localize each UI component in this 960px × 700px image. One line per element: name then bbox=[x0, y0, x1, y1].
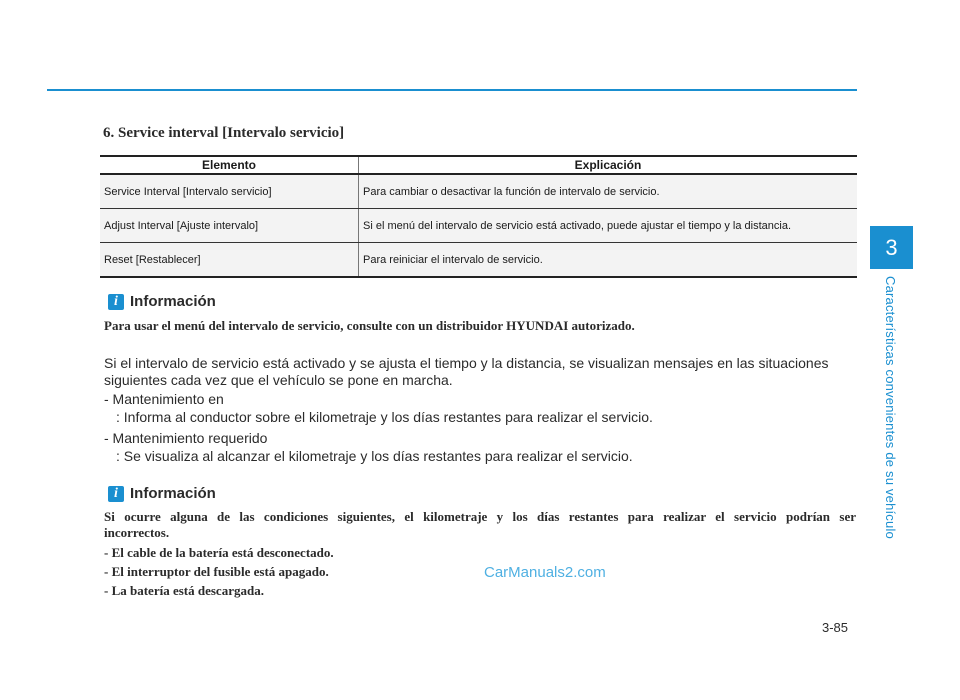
list-item-mantenimiento-requerido: - Mantenimiento requerido bbox=[104, 430, 268, 446]
table-cell-explicacion: Para reiniciar el intervalo de servicio. bbox=[359, 243, 858, 278]
info-note-2-line2: incorrectos. bbox=[104, 525, 170, 540]
table-cell-elemento: Service Interval [Intervalo servicio] bbox=[100, 174, 359, 209]
watermark-link[interactable]: CarManuals2.com bbox=[484, 564, 606, 581]
chapter-side-label bbox=[880, 276, 902, 576]
body-paragraph-line2: siguientes cada vez que el vehículo se pone en marcha. bbox=[104, 372, 453, 388]
table-cell-elemento: Adjust Interval [Ajuste intervalo] bbox=[100, 209, 359, 243]
top-rule bbox=[47, 89, 857, 91]
chapter-tab: 3 bbox=[870, 226, 913, 269]
info-heading-2 bbox=[108, 485, 216, 502]
info-note-1: Para usar el menú del intervalo de servicio, consulte con un distribuidor HYUNDAI autorizado. bbox=[104, 318, 635, 333]
info-title: Información bbox=[130, 485, 216, 502]
table-row bbox=[100, 243, 857, 278]
table-cell-elemento: Reset [Restablecer] bbox=[100, 243, 359, 278]
page-number: 3-85 bbox=[822, 620, 849, 635]
list-item-description: : Informa al conductor sobre el kilometraje y los días restantes para realizar el servicio. bbox=[116, 409, 653, 425]
column-header-elemento: Elemento bbox=[100, 156, 359, 174]
service-interval-table bbox=[100, 155, 857, 278]
info-icon: i bbox=[108, 294, 124, 310]
list-item-description: : Se visualiza al alcanzar el kilometraje y los días restantes para realizar el servicio. bbox=[116, 448, 633, 464]
info-heading-1 bbox=[108, 293, 216, 310]
info-note-2-line1: Si ocurre alguna de las condiciones siguientes, el kilometraje y los días restantes para realizar el servicio podrían ser bbox=[104, 509, 856, 524]
info-title: Información bbox=[130, 293, 216, 310]
table-cell-explicacion: Si el menú del intervalo de servicio está activado, puede ajustar el tiempo y la distancia. bbox=[359, 209, 858, 243]
column-header-explicacion: Explicación bbox=[359, 156, 858, 174]
table-row bbox=[100, 209, 857, 243]
list-item: - El cable de la batería está desconectado. bbox=[104, 545, 334, 560]
table-cell-explicacion: Para cambiar o desactivar la función de intervalo de servicio. bbox=[359, 174, 858, 209]
list-item: - El interruptor del fusible está apagado. bbox=[104, 564, 329, 579]
body-paragraph-line1: Si el intervalo de servicio está activado y se ajusta el tiempo y la distancia, se visualizan mensajes en las situaciones bbox=[104, 355, 829, 371]
info-icon: i bbox=[108, 486, 124, 502]
chapter-label-text: Características convenientes de su vehículo bbox=[883, 276, 898, 539]
section-title: 6. Service interval [Intervalo servicio] bbox=[103, 125, 345, 141]
list-item: - La batería está descargada. bbox=[104, 583, 264, 598]
table-header-row bbox=[100, 156, 857, 174]
table-row bbox=[100, 174, 857, 209]
list-item-mantenimiento-en: - Mantenimiento en bbox=[104, 391, 224, 407]
